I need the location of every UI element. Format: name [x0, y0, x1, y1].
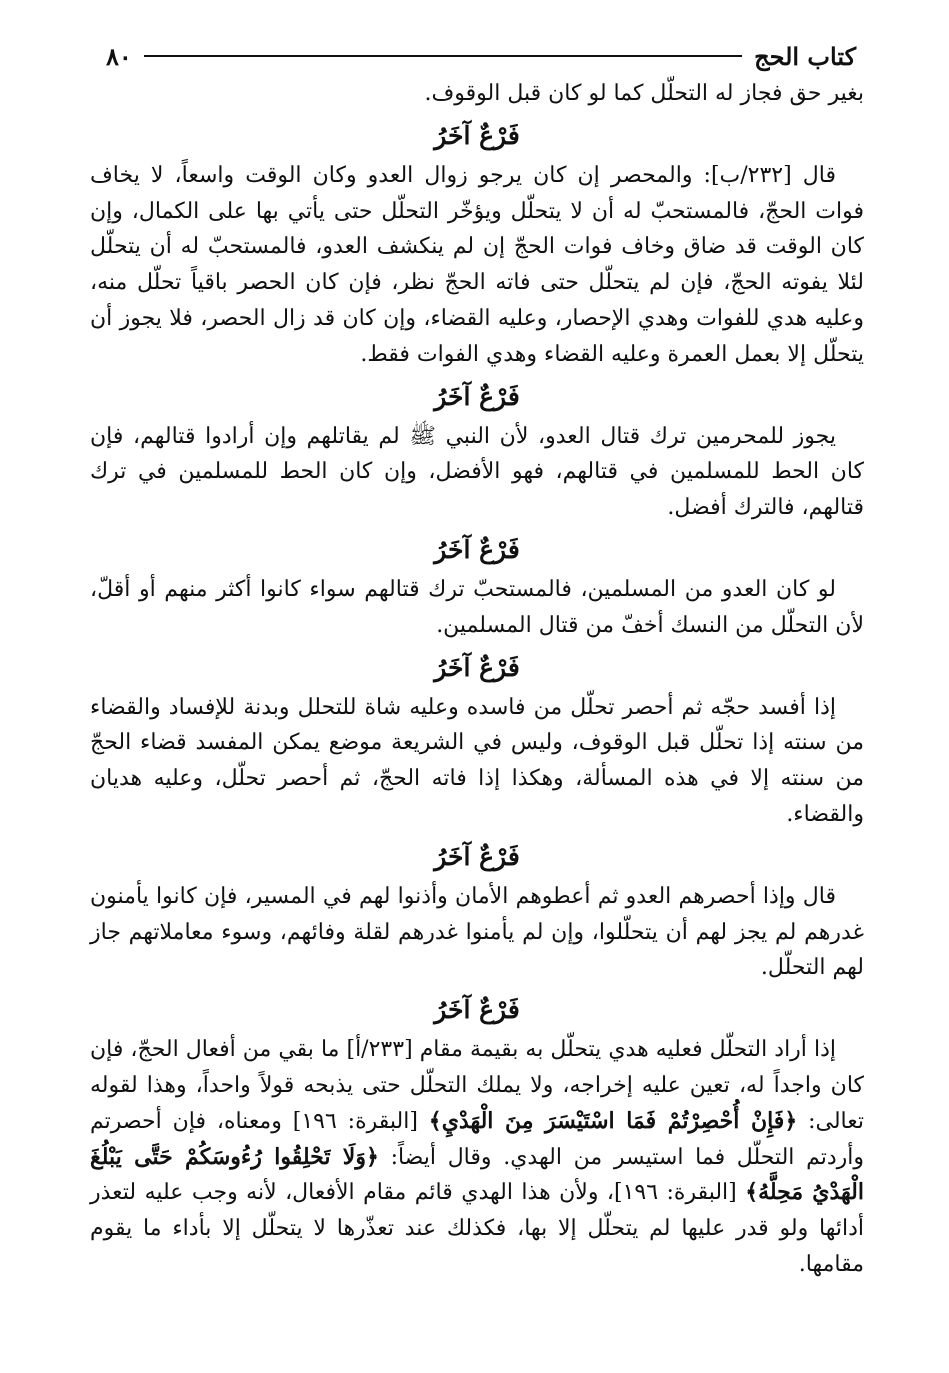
section-far-5 [90, 835, 864, 986]
section-heading: فَرْعٌ آخَرُ [434, 995, 520, 1025]
section-heading: فَرْعٌ آخَرُ [434, 652, 520, 682]
section-paragraph: قال [٢٣٢/ب]: والمحصر إن كان يرجو زوال العدو وكان الوقت واسعاً، لا يخاف فوات الحجّ، فالمستحبّ له أن لا يتحلّل ويؤخّر التحلّل حتى يأتي بها على الكمال، وإن كان الوقت قد ضاق وخاف فوات الحجّ إن لم ينكشف العدو، فالمستحبّ له أن يتحلّل لئلا يفوته الحجّ، فإن لم يتحلّل حتى فاته الحجّ نظر، فإن كان الحصر باقياً تحلّل منه، وعليه هدي للفوات وهدي الإحصار، وعليه القضاء، وإن كان قد زال الحصر، فلا يجوز أن يتحلّل إلا بعمل العمرة وعليه القضاء وهدي الفوات فقط. [90, 162, 864, 367]
continuation-paragraph: بغير حق فجاز له التحلّل كما لو كان قبل الوقوف. [424, 81, 864, 106]
page-header [90, 36, 864, 76]
section-heading: فَرْعٌ آخَرُ [434, 534, 520, 564]
section-far-2 [90, 375, 864, 526]
quran-verse: ﴿فَإِنْ أُحْصِرْتُمْ فَمَا اسْتَيْسَرَ مِنَ الْهَدْيِ﴾ [428, 1107, 798, 1134]
page-number: ٨٠ [106, 41, 132, 71]
section-heading: فَرْعٌ آخَرُ [434, 381, 520, 411]
quran-verse: ﴿وَلَا تَحْلِقُوا رُءُوسَكُمْ حَتَّى يَبْلُغَ الْهَدْيُ مَحِلَّهُ﴾ [90, 1143, 864, 1206]
section-paragraph [90, 1032, 864, 1283]
header-rule [144, 55, 742, 57]
section-far-1 [90, 114, 864, 373]
book-page [90, 36, 864, 1283]
section-far-3 [90, 528, 864, 644]
section-paragraph: إذا أفسد حجّه ثم أحصر تحلّل من فاسده وعليه شاة للتحلل وبدنة للإفساد والقضاء من سنته إذا تحلّل قبل الوقوف، وليس في الشريعة موضع يمكن المفسد قضاء الحجّ من سنته إلا في هذه المسألة، وهكذا إذا فاته الحجّ، ثم أحصر تحلّل، وعليه هديان والقضاء. [90, 694, 864, 827]
section-paragraph: يجوز للمحرمين ترك قتال العدو، لأن النبي ﷺ لم يقاتلهم وإن أرادوا قتالهم، فإن كان الحط للمسلمين في قتالهم، فهو الأفضل، وإن كان الحط للمسلمين في ترك قتالهم، فالترك أفضل. [90, 423, 864, 521]
paragraph-text: [البقرة: ١٩٦]، ولأن هذا الهدي قائم مقام الأفعال، لأنه وجب عليه لتعذر أدائها ولو قدر عليها لم يتحلّل إلا بها، فكذلك عند تعذّرها لا يتحلّل إلا بأداء ما يقوم مقامها. [90, 1180, 864, 1277]
section-far-6 [90, 988, 864, 1283]
section-paragraph: قال وإذا أحصرهم العدو ثم أعطوهم الأمان وأذنوا لهم في المسير، فإن كانوا يأمنون غدرهم لم يجز لهم أن يتحلّلوا، وإن لم يأمنوا غدرهم لقلة وفائهم، وسوء معاملاتهم جاز لهم التحلّل. [90, 883, 864, 981]
section-paragraph: لو كان العدو من المسلمين، فالمستحبّ ترك قتالهم سواء كانوا أكثر منهم أو أقلّ، لأن التحلّل من النسك أخفّ من قتال المسلمين. [90, 576, 864, 638]
paragraph-text: إذا أراد التحلّل فعليه هدي يتحلّل به بقيمة مقام [٢٣٣/أ] ما بقي من أفعال الحجّ، فإن كان واجداً له، تعين عليه إخراجه، ولا يملك التحلّل حتى يذبحه قولاً واحداً، وهذا لقوله تعالى: [90, 1037, 864, 1134]
section-heading: فَرْعٌ آخَرُ [434, 841, 520, 871]
section-heading: فَرْعٌ آخَرُ [434, 120, 520, 150]
section-far-4 [90, 646, 864, 833]
running-title: كتاب الحج [754, 41, 856, 71]
paragraph-text: [البقرة: ١٩٦] ومعناه، فإن أحصرتم وأردتم التحلّل فما استيسر من الهدي. وقال أيضاً: [90, 1108, 864, 1170]
